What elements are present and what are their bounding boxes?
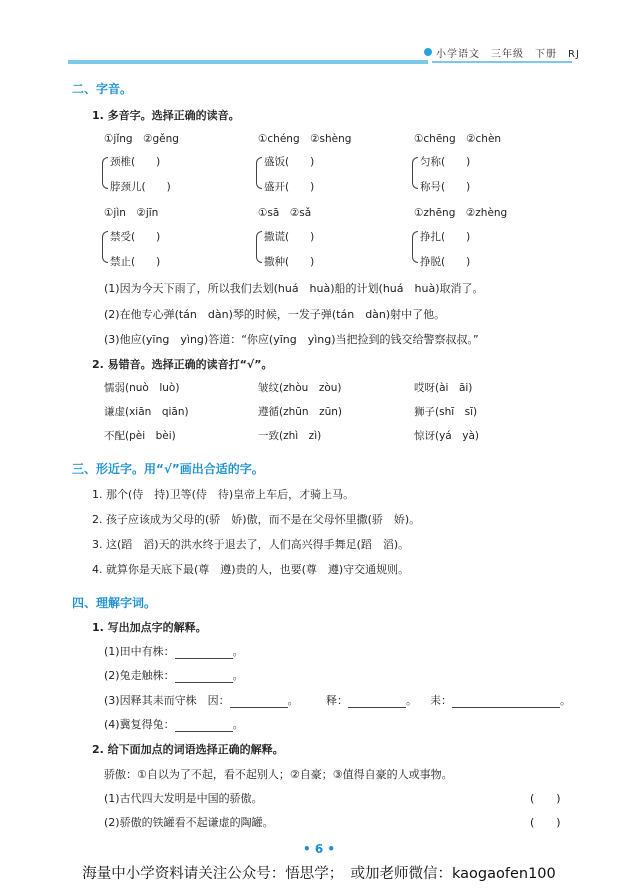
- period: 。: [287, 694, 299, 707]
- answer-blank[interactable]: [175, 720, 233, 732]
- brace: [412, 231, 418, 263]
- g1a-options: ①jǐng ②gěng: [104, 133, 179, 145]
- brace: [256, 231, 262, 263]
- pair-2-1: 谦虚(xiān qiān): [104, 406, 189, 418]
- answer-blank[interactable]: [452, 696, 560, 708]
- header-dot-icon: [424, 48, 432, 56]
- sec2-sentence-3: (3)他应(yīng yìng)答道：“你应(yīng yìng)当把捡到的钱交给警察叔叔。”: [104, 333, 479, 346]
- period: 。: [232, 669, 244, 682]
- period: 。: [560, 694, 571, 707]
- sec2-question-1: 1. 多音字。选择正确的读音。: [92, 109, 240, 122]
- answer-blank[interactable]: [175, 671, 233, 683]
- pair-3-1: 不配(pèi bèi): [104, 430, 176, 442]
- sec3-item-1: 1. 那个(侍 持)卫等(侍 待)皇帝上车后，才骑上马。: [92, 488, 355, 501]
- sec4-line-1: [104, 643, 244, 659]
- pair-2-3: 狮子(shī sī): [414, 406, 478, 418]
- brace: [256, 157, 262, 189]
- sec4-line-2-text: (2)兔走触株：: [104, 669, 175, 682]
- sec3-item-2: 2. 孩子应该成为父母的(骄 娇)傲，而不是在父母怀里撒(骄 娇)。: [92, 513, 421, 526]
- g2b-word2: 撒种( ): [264, 256, 315, 268]
- period: 。: [406, 694, 417, 707]
- header-rule-right: [432, 61, 572, 63]
- sec4-line-3: [104, 692, 299, 708]
- period: 。: [232, 718, 244, 731]
- sec4-line-4: [104, 716, 244, 732]
- g2a-word1: 禁受( ): [110, 231, 161, 243]
- g1b-word2: 盛开( ): [264, 181, 315, 193]
- sec4-definition: 骄傲：①自以为了不起，看不起别人；②自豪；③值得自豪的人或事物。: [104, 768, 453, 781]
- pair-1-3: 哎呀(ài āi): [414, 382, 473, 394]
- sec3-item-3: 3. 这(蹈 滔)天的洪水终于退去了，人们高兴得手舞足(蹈 滔)。: [92, 538, 410, 551]
- sec4-line-4-text: (4)冀复得兔：: [104, 718, 175, 731]
- answer-blank[interactable]: [348, 696, 406, 708]
- sec4-line-3c: [430, 692, 571, 708]
- brace: [102, 231, 108, 263]
- sec4-line-3b: [326, 692, 417, 708]
- g2c-word2: 挣脱( ): [420, 256, 471, 268]
- answer-paren-1[interactable]: ( ): [530, 792, 561, 805]
- section-2-title: 二、字音。: [72, 82, 133, 96]
- pair-3-3: 惊讶(yá yà): [414, 430, 479, 442]
- sec2-sentence-1: (1)因为今天下雨了，所以我们去划(huá huà)船的计划(huá huà)取消了。: [104, 282, 484, 295]
- g2a-options: ①jìn ②jīn: [104, 207, 159, 219]
- pair-1-2: 皱纹(zhòu zòu): [258, 382, 342, 394]
- header-label: 小学语文 三年级 下册 RJ: [436, 49, 580, 60]
- answer-blank[interactable]: [230, 696, 288, 708]
- pair-3-2: 一致(zhì zì): [258, 430, 322, 442]
- sec4-question-1: 1. 写出加点字的解释。: [92, 621, 207, 634]
- sec2-question-2: 2. 易错音。选择正确的读音打“√”。: [92, 358, 273, 371]
- g1c-word1: 匀称( ): [420, 156, 471, 168]
- pair-1-1: 懦弱(nuò luò): [104, 382, 180, 394]
- g2b-word1: 撒谎( ): [264, 231, 315, 243]
- header-rule: [68, 60, 428, 64]
- g1b-options: ①chéng ②shèng: [258, 133, 352, 145]
- brace: [102, 157, 108, 189]
- g2a-word2: 禁止( ): [110, 256, 161, 268]
- g1a-word1: 颈椎( ): [110, 156, 161, 168]
- sec4-question-2: 2. 给下面加点的词语选择正确的解释。: [92, 743, 284, 756]
- g2b-options: ①sā ②sǎ: [258, 207, 312, 219]
- brace: [412, 157, 418, 189]
- sec4-line-3b-text: 释：: [326, 694, 348, 707]
- answer-blank[interactable]: [175, 647, 233, 659]
- page-number: • 6 •: [302, 842, 336, 856]
- sec4-line-2: [104, 667, 244, 683]
- answer-paren-2[interactable]: ( ): [530, 816, 561, 829]
- sec4-sentence-2: (2)骄傲的铁罐看不起谦虚的陶罐。: [104, 816, 274, 829]
- g2c-word1: 挣扎( ): [420, 231, 471, 243]
- g1c-word2: 称号( ): [420, 181, 471, 193]
- g1c-options: ①chēng ②chèn: [414, 133, 502, 145]
- sec4-line-1-text: (1)田中有株：: [104, 645, 175, 658]
- period: 。: [232, 645, 244, 658]
- section-3-title: 三、形近字。用“√”画出合适的字。: [72, 462, 264, 476]
- footer-note: 海量中小学资料请关注公众号：悟思学； 或加老师微信：kaogaofen100: [82, 866, 556, 882]
- g1b-word1: 盛饭( ): [264, 156, 315, 168]
- g2c-options: ①zhēng ②zhèng: [414, 207, 508, 219]
- sec4-line-3-text: (3)因释其耒而守株 因：: [104, 694, 230, 707]
- pair-2-2: 遵循(zhūn zūn): [258, 406, 342, 418]
- sec4-sentence-1: (1)古代四大发明是中国的骄傲。: [104, 792, 263, 805]
- sec3-item-4: 4. 就算你是天底下最(尊 遵)贵的人，也要(尊 遵)守交通规则。: [92, 563, 410, 576]
- g1a-word2: 脖颈儿( ): [110, 181, 171, 193]
- sec4-line-3c-text: 耒：: [430, 694, 452, 707]
- sec2-sentence-2: (2)在他专心弹(tán dàn)琴的时候，一发子弹(tán dàn)射中了他。: [104, 308, 446, 321]
- section-4-title: 四、理解字词。: [72, 596, 157, 610]
